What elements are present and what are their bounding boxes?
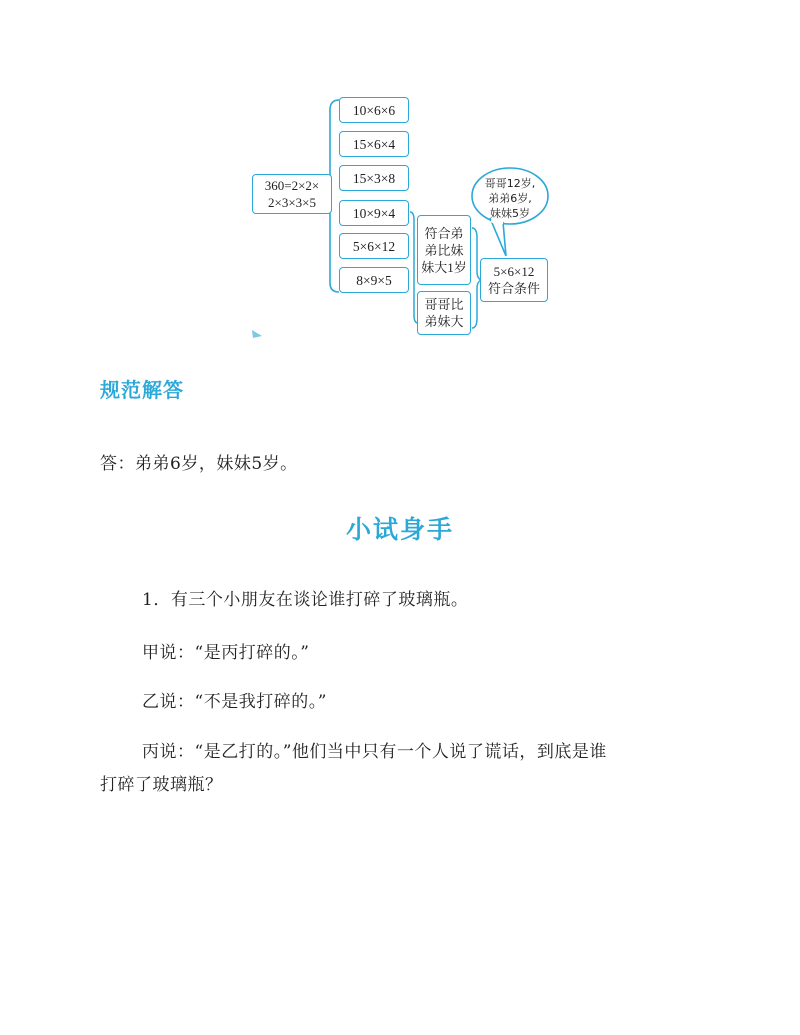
problem-statement: 1．有三个小朋友在谈论谁打碎了玻璃瓶。 [142,590,469,610]
factor-box: 15×3×8 [339,165,409,191]
factor-box: 5×6×12 [339,233,409,259]
bubble-line: 弟弟6岁, [488,192,532,205]
bubble-line: 妹妹5岁 [490,207,530,220]
result-box [480,258,548,302]
result-line: 5×6×12 [493,264,535,279]
speech-bubble-tail [490,218,506,256]
bubble-text [474,176,546,221]
root-factorization-box [252,174,332,214]
condition-box-older-brother [417,291,471,335]
factor-box: 15×6×4 [339,131,409,157]
root-line-1: 360=2×2× [264,178,320,193]
root-line-2: 2×3×3×5 [268,195,316,210]
condition-line: 弟比妹 [424,242,464,258]
factor-tree-diagram [0,0,800,340]
factor-box: 10×9×4 [339,200,409,226]
statement-bing-line-1: 丙说：“是乙打的。”他们当中只有一个人说了谎话，到底是谁 [142,742,607,762]
statement-bing-line-2: 打碎了玻璃瓶？ [100,775,223,795]
condition-line: 符合弟 [424,225,464,241]
factor-box: 8×9×5 [339,267,409,293]
condition-line: 妹大1岁 [421,259,467,275]
statement-yi: 乙说：“不是我打碎的。” [142,692,327,712]
condition-box-siblings [417,215,471,285]
condition-line: 哥哥比 [424,297,464,312]
section-label: 规范解答 [100,378,184,402]
factor-box: 10×6×6 [339,97,409,123]
bubble-line: 哥哥12岁, [484,177,536,190]
answer-text: 答：弟弟6岁，妹妹5岁。 [100,454,298,474]
section-title: 小试身手 [345,515,454,544]
statement-jia: 甲说：“是丙打碎的。” [142,643,310,663]
decorative-mark [252,330,262,338]
result-line: 符合条件 [487,281,540,296]
condition-line: 弟妹大 [424,314,464,329]
